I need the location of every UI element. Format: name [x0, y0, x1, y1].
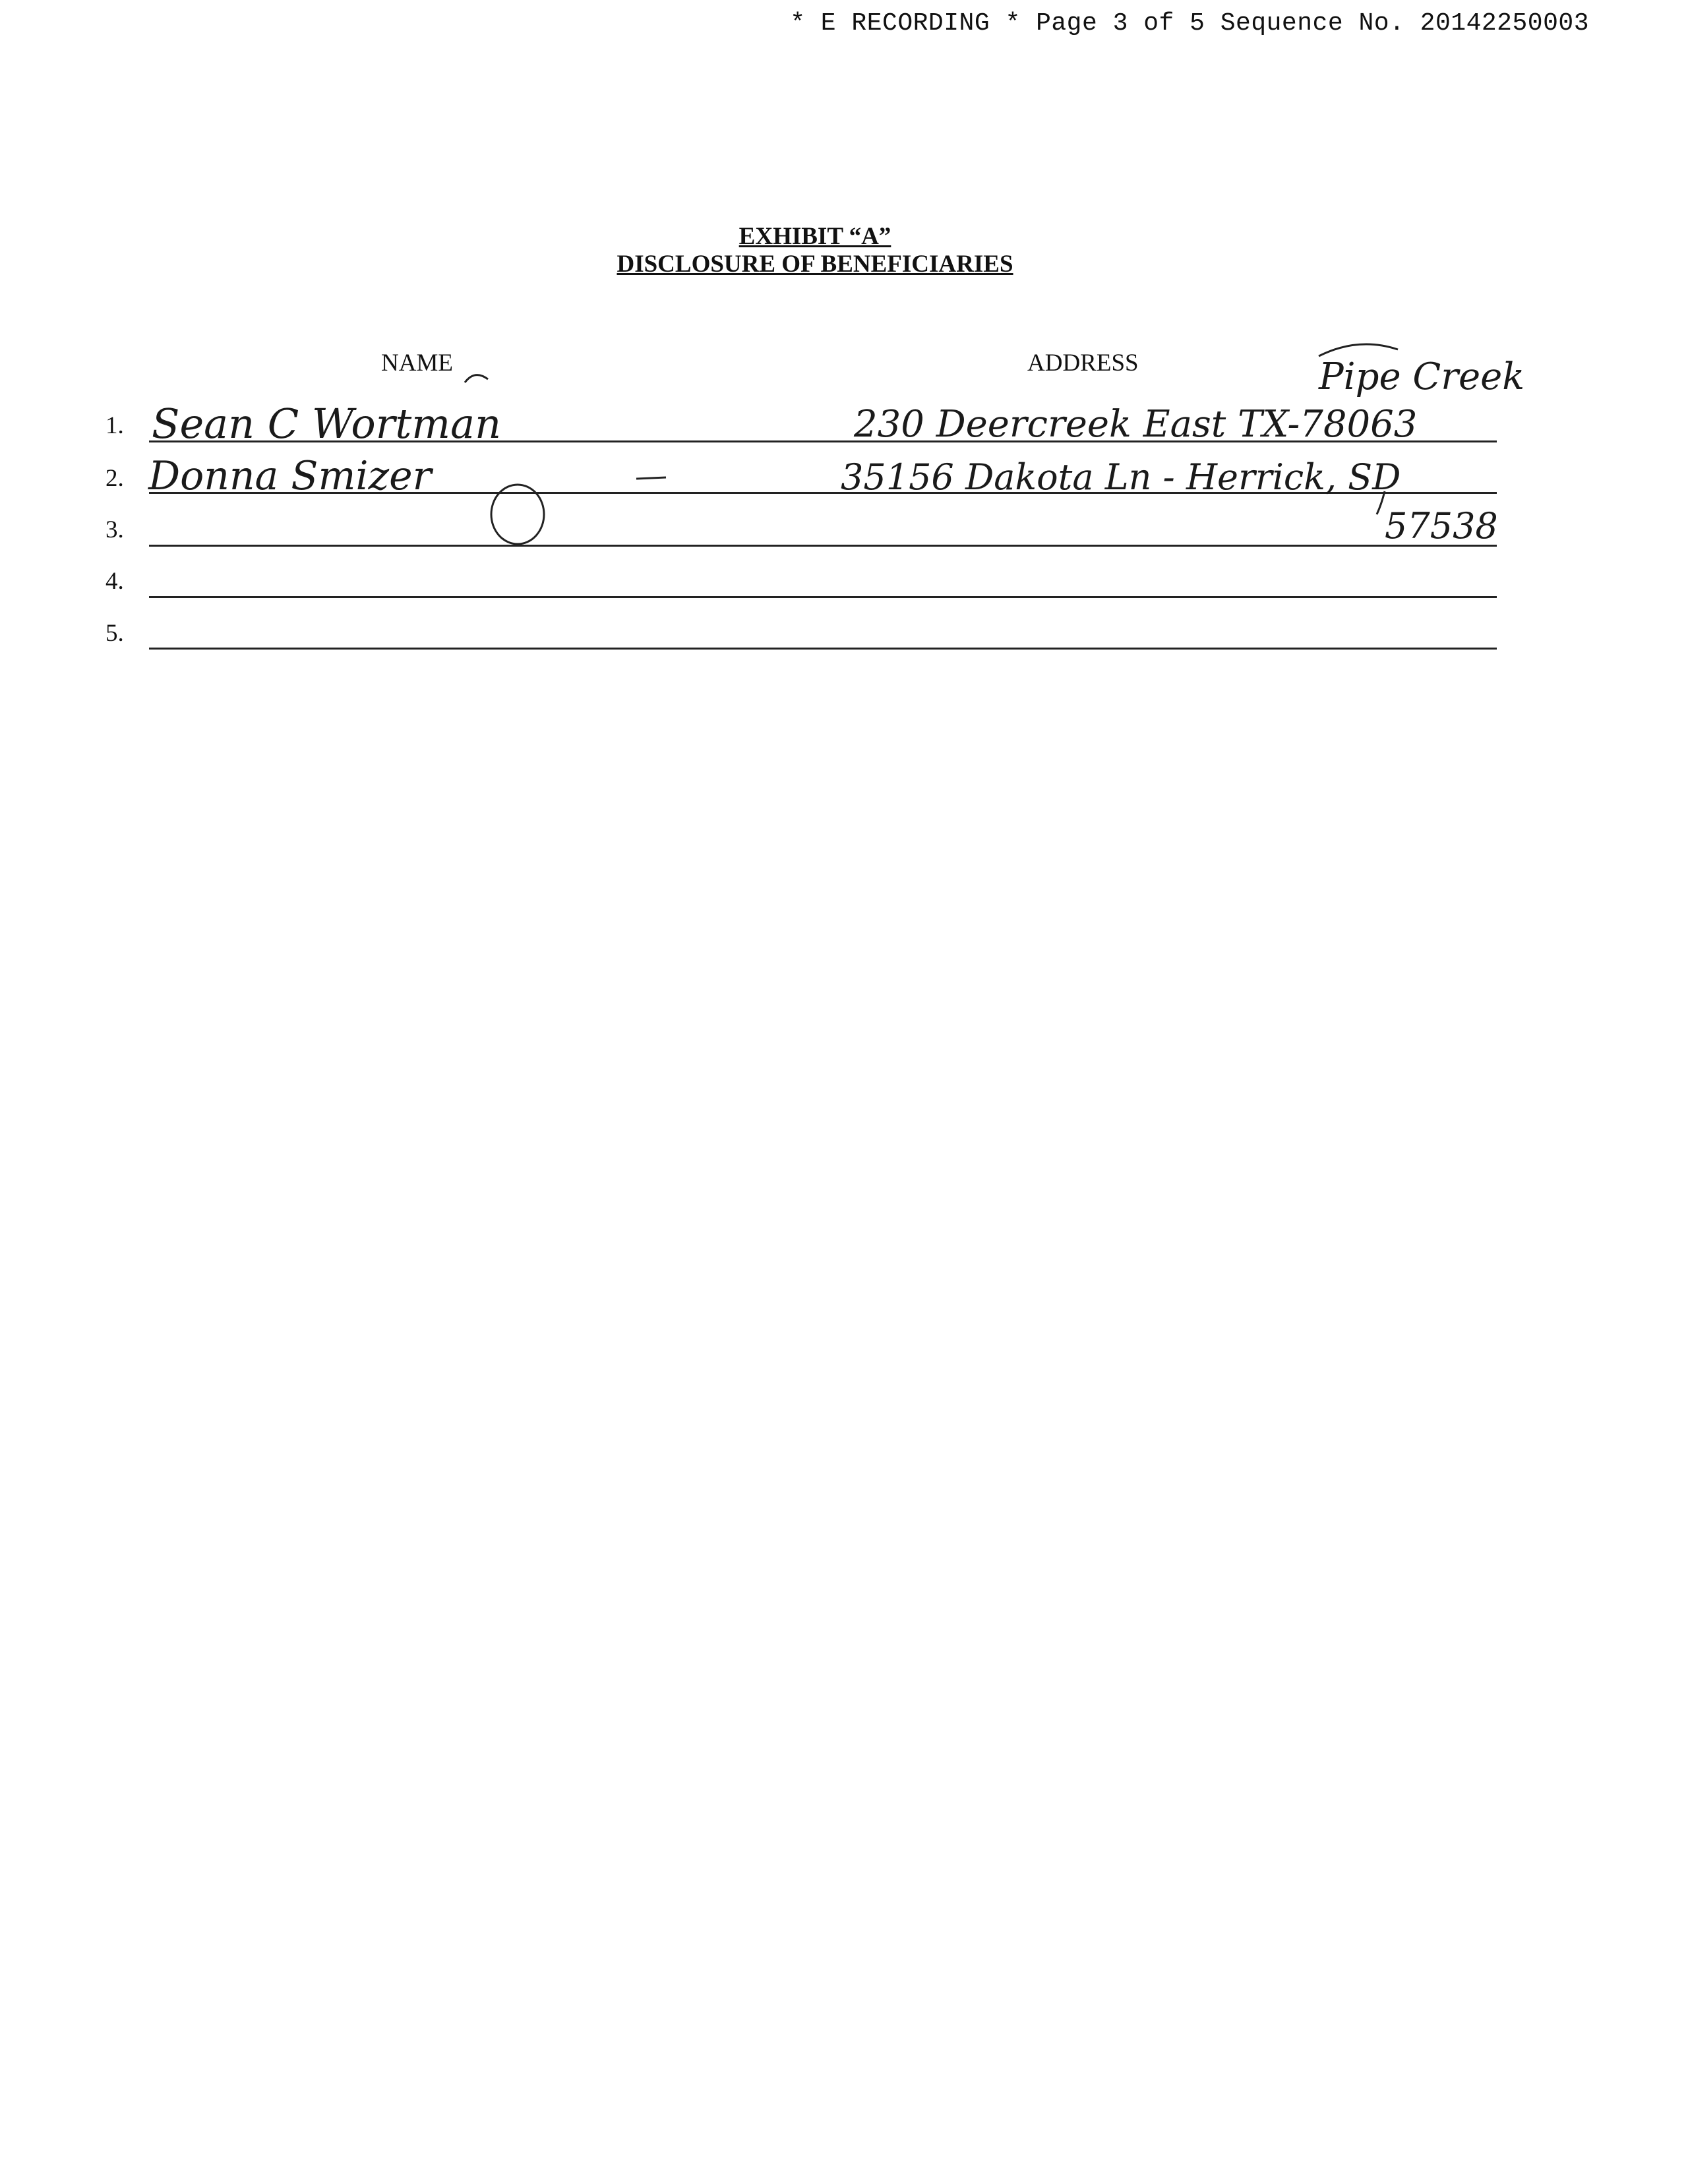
row-line-4	[149, 596, 1497, 598]
row-number-1: 1.	[106, 412, 124, 439]
row-line-1	[149, 440, 1497, 442]
row-line-2	[149, 492, 1497, 494]
handwritten-stroke	[1319, 344, 1398, 356]
exhibit-title: EXHIBIT “A”	[738, 223, 891, 250]
beneficiary-2-address: 35156 Dakota Ln - Herrick, SD	[841, 456, 1401, 498]
handwritten-stroke	[1377, 491, 1385, 514]
row-line-5	[149, 648, 1497, 650]
handwritten-dash	[636, 477, 666, 479]
recording-header: * E RECORDING * Page 3 of 5 Sequence No. 20142250003	[790, 9, 1589, 38]
beneficiary-2-name: Donna Smizer	[148, 453, 432, 499]
beneficiary-1-address: 230 Deercreek East TX-78063	[854, 403, 1418, 446]
row-number-2: 2.	[106, 465, 124, 492]
row-number-4: 4.	[106, 568, 124, 595]
exhibit-subtitle: DISCLOSURE OF BENEFICIARIES	[617, 251, 1013, 278]
handwritten-stroke	[465, 375, 488, 382]
row-number-5: 5.	[106, 620, 124, 647]
row-line-3	[149, 545, 1497, 547]
beneficiary-1-name: Sean C Wortman	[152, 400, 501, 448]
beneficiary-2-address-zip: 57538	[1385, 505, 1498, 547]
name-column-header: NAME	[381, 349, 453, 377]
address-column-header: ADDRESS	[1027, 349, 1139, 377]
beneficiary-1-address-city: Pipe Creek	[1319, 355, 1525, 398]
row-number-3: 3.	[106, 516, 124, 543]
